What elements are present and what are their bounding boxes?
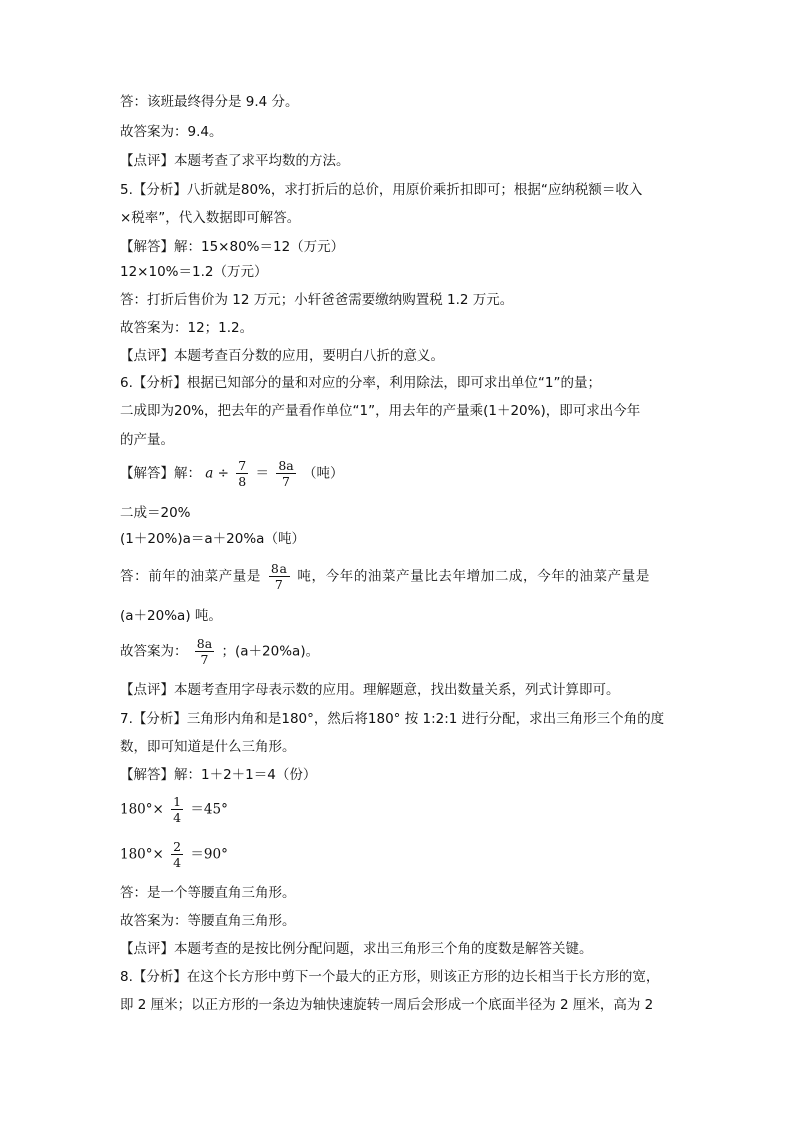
q7-calc-line-1 [120, 794, 228, 825]
unit-label: （吨） [303, 465, 344, 482]
text-line: 【点评】本题考查百分数的应用，要明白八折的意义。 [120, 348, 444, 364]
text-line: 答：该班最终得分是 9.4 分。 [120, 94, 299, 110]
text-line: 二成即为20%，把去年的产量看作单位“1”，用去年的产量乘(1＋20%)，即可求出今年 [120, 403, 641, 419]
fraction-numerator: 8a [278, 458, 294, 473]
text-line: 的产量。 [120, 432, 174, 448]
fraction-numerator: 2 [173, 839, 182, 854]
fraction-numerator: 1 [173, 794, 182, 809]
text-line: 5.【分析】八折就是80%，求打折后的总价，用原价乘折扣即可；根据“应纳税额＝收入 [120, 182, 643, 198]
text-line: 数，即可知道是什么三角形。 [120, 739, 296, 755]
text-line: 【解答】解：15×80%＝12（万元） [120, 239, 345, 255]
final-text-2: ；(a＋20%a)。 [221, 643, 320, 660]
q7-calc-line-2 [120, 839, 228, 870]
text-line: 【点评】本题考查的是按比例分配问题，求出三角形三个角的度数是解答关键。 [120, 941, 593, 957]
fraction-8a-7 [269, 561, 290, 592]
fraction-numerator: 8a [196, 636, 213, 651]
fraction-7-8 [236, 458, 248, 489]
text-line: 二成＝20% [120, 505, 191, 521]
fraction-1-4 [171, 794, 183, 825]
text-line: 7.【分析】三角形内角和是180°，然后将180° 按 1:2:1 进行分配，求出三角形三个角的度 [120, 711, 665, 727]
reply-text-2: 吨，今年的油菜产量比去年增加二成，今年的油菜产量是 [297, 568, 650, 585]
text-line: 答：是一个等腰直角三角形。 [120, 885, 296, 901]
text-line: (1＋20%)a＝a＋20%a（吨） [120, 531, 305, 547]
calc-text-2: ＝90° [190, 846, 228, 863]
text-line: 故答案为：等腰直角三角形。 [120, 913, 296, 929]
text-line: 故答案为：9.4。 [120, 124, 223, 140]
fraction-denominator: 4 [173, 810, 182, 825]
text-line: 答：打折后售价为 12 万元；小轩爸爸需要缴纳购置税 1.2 万元。 [120, 292, 514, 308]
solution-prefix: 【解答】解： [120, 465, 201, 482]
final-text-1: 故答案为： [120, 643, 188, 660]
fraction-2-4 [171, 839, 183, 870]
equals-sign: ＝ [255, 465, 270, 482]
q6-reply-line [120, 561, 650, 592]
fraction-denominator: 7 [282, 474, 290, 489]
fraction-denominator: 7 [200, 652, 209, 667]
text-line: ×税率”，代入数据即可解答。 [120, 210, 301, 226]
calc-text-2: ＝45° [190, 801, 228, 818]
calc-text-1: 180°× [120, 801, 164, 818]
text-line: 6.【分析】根据已知部分的量和对应的分率，利用除法，即可求出单位“1”的量； [120, 375, 601, 391]
fraction-8a-7 [276, 458, 295, 489]
reply-text-1: 答：前年的油菜产量是 [120, 568, 261, 585]
text-line: 【解答】解：1＋2＋1＝4（份） [120, 767, 317, 783]
text-line: 12×10%＝1.2（万元） [120, 264, 268, 280]
q6-final-answer-line [120, 636, 319, 667]
text-line: (a＋20%a) 吨。 [120, 608, 222, 624]
var-a: a [205, 465, 214, 482]
fraction-8a-7 [195, 636, 214, 667]
text-line: 8.【分析】在这个长方形中剪下一个最大的正方形，则该正方形的边长相当于长方形的宽， [120, 969, 660, 985]
fraction-numerator: 7 [238, 458, 247, 473]
text-line: 【点评】本题考查了求平均数的方法。 [120, 153, 350, 169]
divide-sign: ÷ [217, 465, 229, 482]
fraction-denominator: 4 [173, 855, 182, 870]
q6-solution-line [120, 458, 344, 489]
text-line: 【点评】本题考查用字母表示数的应用。理解题意，找出数量关系，列式计算即可。 [120, 682, 620, 698]
fraction-denominator: 8 [238, 474, 247, 489]
text-line: 即 2 厘米；以正方形的一条边为轴快速旋转一周后会形成一个底面半径为 2 厘米，高为 2 [120, 997, 654, 1013]
text-line: 故答案为：12；1.2。 [120, 320, 254, 336]
fraction-numerator: 8a [270, 561, 288, 576]
calc-text-1: 180°× [120, 846, 164, 863]
fraction-denominator: 7 [274, 577, 284, 592]
